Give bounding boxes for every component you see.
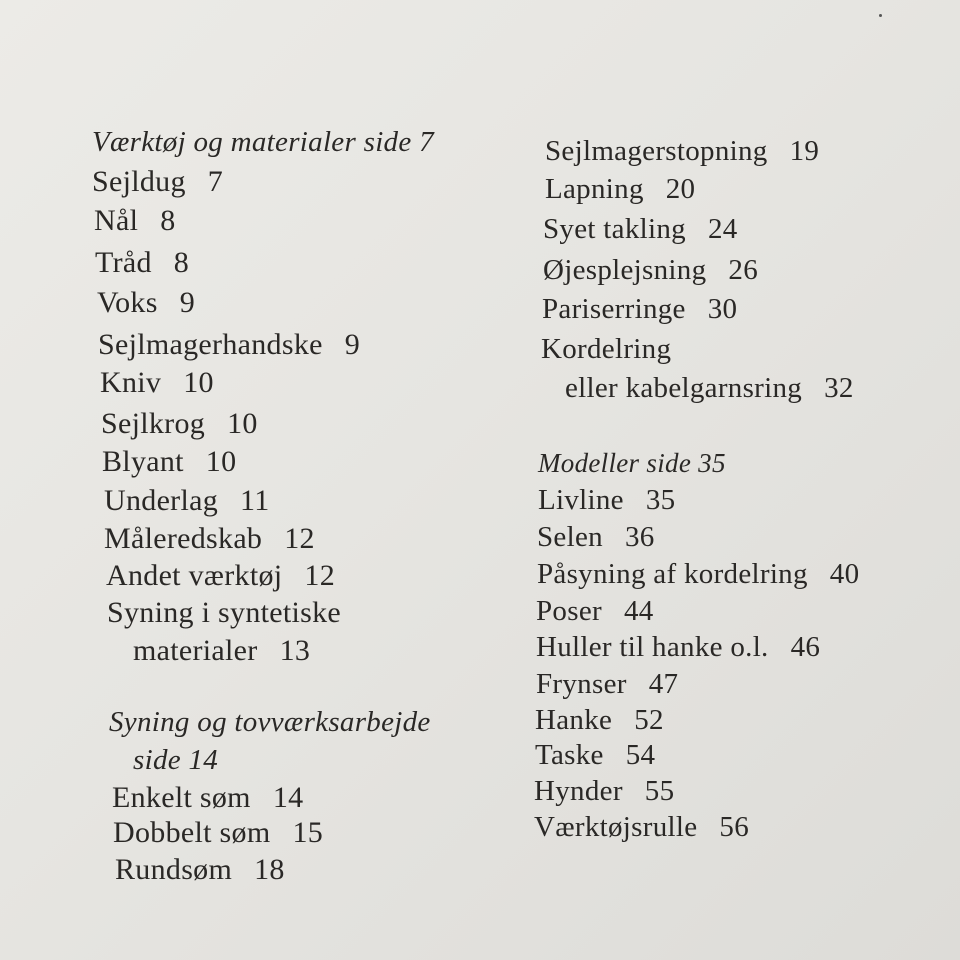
section-heading-sewing-page: side 14 [133,744,219,776]
entry-page: 46 [790,631,821,663]
toc-entry [534,777,674,806]
toc-entry [94,206,176,236]
entry-page: 12 [284,522,315,555]
entry-page: 24 [707,213,738,245]
toc-entry [565,374,854,403]
entry-label: Kordelring [541,333,672,365]
entry-label: Hynder [534,775,623,807]
entry-label: Sejlmagerstopning [545,135,768,167]
toc-entry [545,175,695,204]
toc-entry [537,523,655,552]
toc-entry [536,597,654,626]
toc-entry [534,813,749,842]
entry-label: Øjesplejsning [543,254,707,286]
entry-page: 55 [644,775,675,807]
entry-label: Påsyning af kordelring [537,558,808,590]
toc-entry [112,783,303,813]
toc-entry [98,330,360,360]
entry-page: 8 [160,204,176,237]
toc-entry [100,368,214,398]
toc-entry [536,670,678,699]
toc-entry [543,215,738,244]
entry-page: 9 [179,286,195,319]
entry-label: Blyant [102,445,184,478]
entry-label: Syning i syntetiske [107,596,342,629]
section-heading-models: Modeller side 35 [538,448,726,478]
entry-page: 52 [634,704,664,736]
toc-entry [535,706,664,735]
toc-entry [538,486,675,515]
entry-label: eller kabelgarnsring [565,372,803,404]
toc-entry [104,524,315,554]
entry-page: 35 [645,484,676,516]
entry-page: 10 [205,445,237,478]
entry-label: Hanke [535,704,613,736]
toc-entry [101,409,258,439]
section-heading-tools: Værktøj og materialer side 7 [92,126,434,158]
entry-page: 12 [304,559,335,592]
entry-page: 10 [183,366,214,399]
toc-entry [537,560,859,589]
entry-label: Kniv [100,366,162,399]
paper-speck [879,14,882,17]
toc-entry [115,855,285,885]
toc-entry [543,256,758,285]
entry-page: 47 [648,668,679,700]
entry-label: Sejlmagerhandske [98,328,323,361]
toc-entry [107,598,341,628]
toc-entry [535,741,655,770]
entry-page: 26 [728,254,758,286]
entry-label: Frynser [536,668,627,700]
entry-page: 19 [789,135,820,167]
toc-entry [92,167,223,197]
entry-page: 54 [625,739,656,771]
entry-page: 44 [623,595,654,627]
toc-entry [113,818,323,848]
entry-page: 11 [240,484,270,517]
entry-label: Taske [535,739,604,771]
entry-label: Rundsøm [115,853,233,886]
entry-page: 56 [719,811,749,843]
entry-label: Voks [97,286,158,319]
entry-page: 18 [254,853,285,886]
toc-entry [545,137,819,166]
entry-page: 40 [829,558,860,590]
toc-entry [541,335,671,364]
entry-label: Enkelt søm [112,781,251,814]
entry-label: Dobbelt søm [113,816,271,849]
entry-label: materialer [133,634,258,667]
entry-label: Tråd [95,246,152,279]
toc-entry [102,447,236,477]
entry-page: 20 [665,173,696,205]
entry-page: 30 [707,293,738,325]
entry-label: Pariserringe [542,293,686,325]
entry-page: 7 [207,165,224,198]
entry-label: Syet takling [543,213,686,245]
entry-label: Nål [94,204,139,237]
entry-page: 15 [292,816,324,849]
entry-label: Andet værktøj [106,559,283,592]
entry-label: Huller til hanke o.l. [536,631,769,663]
toc-entry [97,288,195,318]
entry-page: 13 [279,634,311,667]
entry-page: 32 [824,372,854,404]
toc-entry [133,636,310,666]
entry-page: 8 [173,246,190,279]
entry-label: Livline [538,484,624,516]
toc-entry [542,295,737,324]
section-heading-sewing: Syning og tovværksarbejde [109,706,431,738]
entry-label: Måleredskab [104,522,263,555]
entry-page: 36 [624,521,655,553]
entry-label: Poser [536,595,602,627]
toc-entry [95,248,189,278]
entry-page: 9 [344,328,361,361]
entry-label: Underlag [104,484,219,517]
entry-page: 14 [272,781,304,814]
entry-label: Værktøjsrulle [534,811,698,843]
toc-entry [104,486,270,516]
toc-entry [106,561,335,591]
entry-label: Sejldug [92,165,186,198]
entry-label: Lapning [545,173,644,205]
entry-label: Selen [537,521,603,553]
toc-entry [536,633,820,662]
entry-label: Sejlkrog [101,407,206,440]
entry-page: 10 [227,407,258,440]
